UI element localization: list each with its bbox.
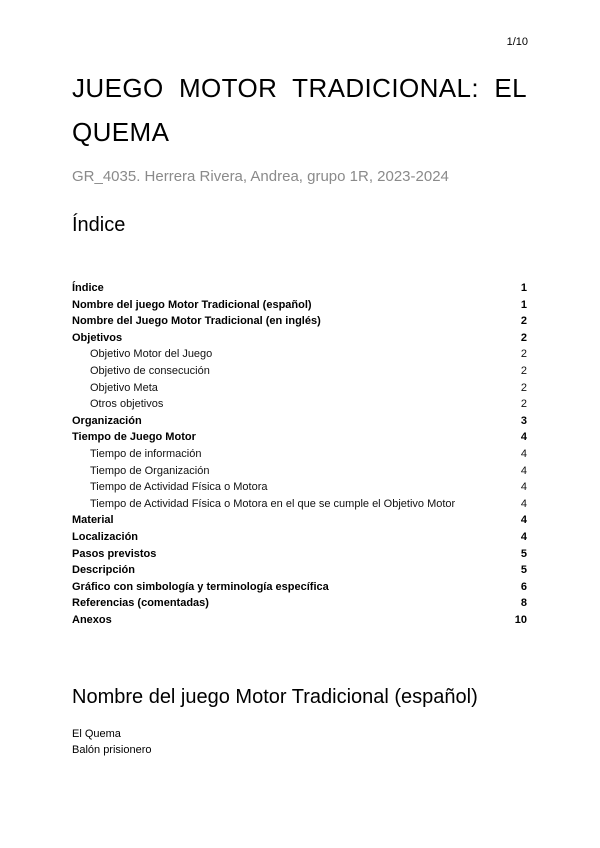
toc-entry-page: 4: [520, 431, 527, 444]
index-heading: Índice: [72, 214, 126, 236]
toc-entry[interactable]: [72, 446, 527, 463]
toc-entry-label: Nombre del Juego Motor Tradicional (en inglés): [72, 315, 321, 328]
body-line: Balón prisionero: [72, 744, 152, 756]
toc-entry-page: 3: [520, 414, 527, 427]
toc-entry[interactable]: [72, 496, 527, 513]
toc-entry[interactable]: [72, 380, 527, 397]
toc-entry-page: 8: [520, 597, 527, 610]
toc-entry-label: Descripción: [72, 564, 135, 577]
toc-entry-label: Objetivo Motor del Juego: [90, 348, 213, 361]
toc-entry-label: Tiempo de Juego Motor: [72, 431, 196, 444]
toc-entry-label: Otros objetivos: [90, 398, 164, 411]
toc-entry[interactable]: [72, 512, 527, 529]
document-title: JUEGO MOTOR TRADICIONAL: EL QUEMA: [72, 73, 527, 147]
table-of-contents: [72, 280, 527, 628]
toc-entry-page: 1: [520, 298, 527, 311]
document-subtitle: GR_4035. Herrera Rivera, Andrea, grupo 1R, 2023-2024: [72, 168, 449, 185]
toc-entry-label: Gráfico con simbología y terminología específica: [72, 580, 329, 593]
page-number: 1/10: [506, 36, 528, 48]
toc-entry[interactable]: [72, 297, 527, 314]
toc-entry-label: Pasos previstos: [72, 547, 157, 560]
toc-entry-page: 2: [520, 331, 527, 344]
toc-entry-page: 4: [520, 464, 527, 477]
toc-entry[interactable]: [72, 612, 527, 629]
toc-entry-page: 2: [520, 398, 527, 411]
toc-entry-page: 2: [520, 315, 527, 328]
section-heading: Nombre del juego Motor Tradicional (español): [72, 686, 478, 708]
toc-entry-label: Objetivo Meta: [90, 381, 158, 394]
toc-entry-page: 2: [520, 364, 527, 377]
toc-entry[interactable]: [72, 579, 527, 596]
toc-entry[interactable]: [72, 595, 527, 612]
toc-entry-page: 4: [520, 530, 527, 543]
toc-entry-page: 4: [520, 514, 527, 527]
toc-entry-page: 4: [520, 481, 527, 494]
toc-entry[interactable]: [72, 413, 527, 430]
toc-entry-label: Referencias (comentadas): [72, 597, 209, 610]
toc-entry[interactable]: [72, 346, 527, 363]
toc-entry[interactable]: [72, 562, 527, 579]
toc-entry[interactable]: [72, 529, 527, 546]
toc-entry[interactable]: [72, 363, 527, 380]
toc-entry[interactable]: [72, 429, 527, 446]
toc-entry-label: Organización: [72, 414, 142, 427]
toc-entry-page: 4: [520, 447, 527, 460]
toc-entry-page: 10: [514, 613, 527, 626]
toc-entry-page: 1: [520, 282, 527, 294]
toc-entry-label: Anexos: [72, 613, 112, 626]
toc-entry-page: 6: [520, 580, 527, 593]
toc-entry-label: Tiempo de Actividad Física o Motora: [90, 481, 268, 494]
toc-entry-label: Tiempo de información: [90, 447, 202, 460]
toc-entry[interactable]: [72, 313, 527, 330]
toc-entry-page: 4: [520, 497, 527, 510]
toc-entry[interactable]: [72, 330, 527, 347]
toc-entry-label: Material: [72, 514, 114, 527]
toc-entry-label: Tiempo de Organización: [90, 464, 210, 477]
toc-entry-page: 2: [520, 381, 527, 394]
toc-entry-label: Nombre del juego Motor Tradicional (español): [72, 298, 312, 311]
toc-entry[interactable]: [72, 396, 527, 413]
toc-entry-label: Objetivos: [72, 331, 123, 344]
toc-entry[interactable]: [72, 479, 527, 496]
toc-entry[interactable]: [72, 280, 527, 297]
body-line: El Quema: [72, 728, 121, 740]
toc-entry-page: 5: [520, 547, 527, 560]
toc-entry-label: Tiempo de Actividad Física o Motora en el que se cumple el Objetivo Motor: [90, 497, 456, 510]
toc-entry-label: Índice: [72, 282, 104, 294]
toc-entry-page: 2: [520, 348, 527, 361]
toc-entry-label: Localización: [72, 530, 139, 543]
toc-entry[interactable]: [72, 463, 527, 480]
toc-entry[interactable]: [72, 546, 527, 563]
toc-entry-label: Objetivo de consecución: [90, 364, 210, 377]
section-body: [72, 726, 152, 758]
toc-entry-page: 5: [520, 564, 527, 577]
